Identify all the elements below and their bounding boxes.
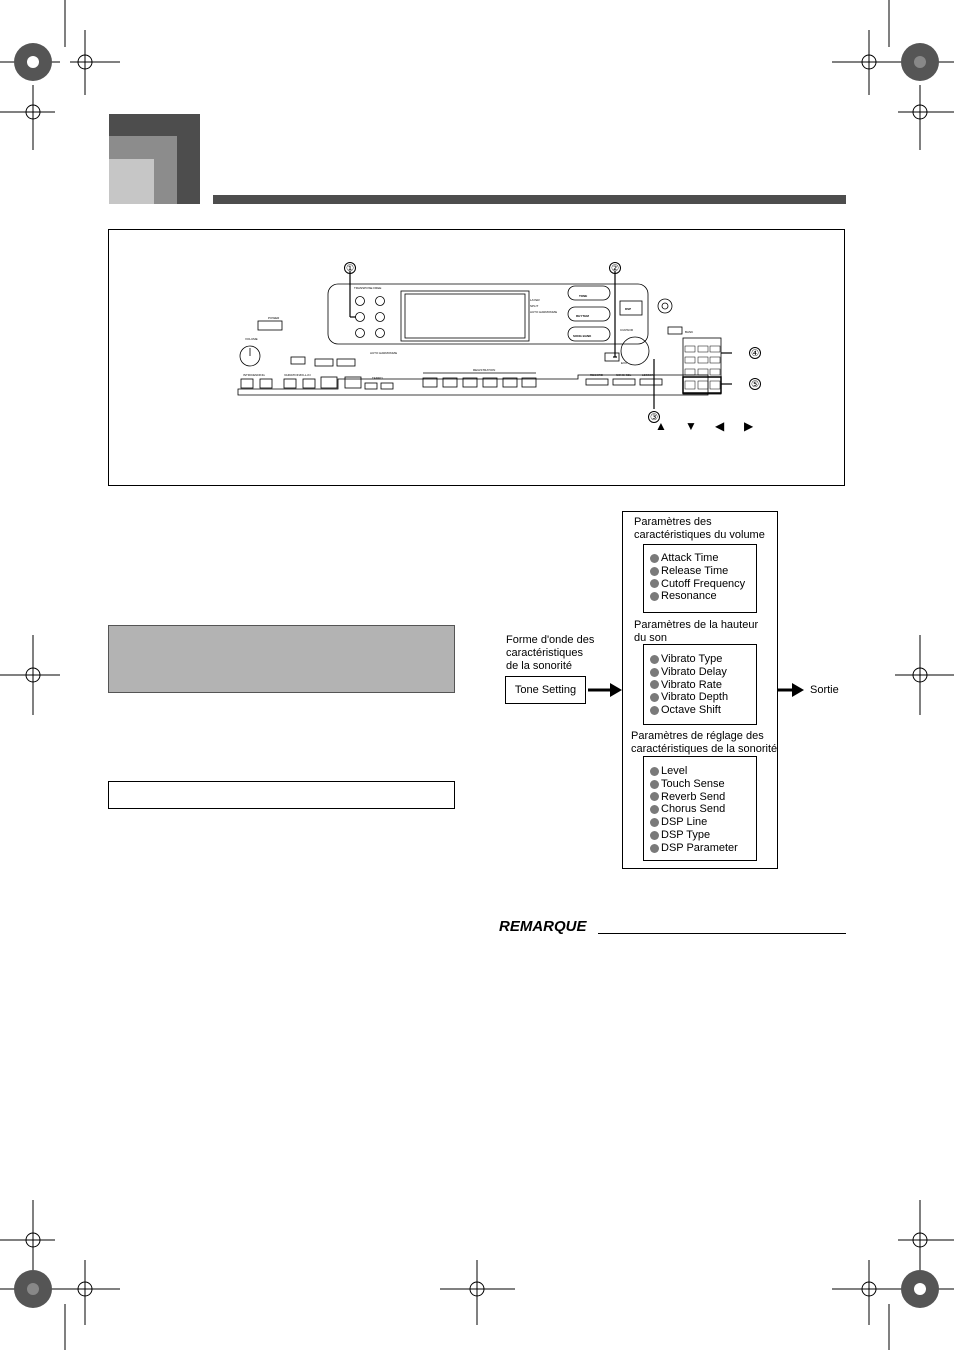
bullet-icon (650, 818, 659, 827)
list-item: DSP Parameter (650, 842, 756, 855)
bullet-icon (650, 706, 659, 715)
list-item: DSP Type (650, 829, 756, 842)
transpose-free-label: TRANSPOSE FREE (354, 286, 382, 290)
output-arrow-icon (778, 680, 808, 700)
bullet-icon (650, 668, 659, 677)
crosshair-icon (0, 0, 120, 150)
bullet-icon (650, 805, 659, 814)
bullet-icon (650, 567, 659, 576)
group-tone-list (643, 756, 757, 861)
arrow-down-icon: ▼ (685, 419, 697, 433)
callout-1: ① (345, 263, 355, 273)
header-rule (213, 195, 846, 204)
exit-label: EXIT (621, 361, 628, 365)
tempo-label: TEMPO (372, 376, 383, 380)
list-item: Vibrato Type (650, 653, 756, 666)
list-item: Reverb Send (650, 791, 756, 804)
lesson-label: LESSON (642, 373, 655, 377)
callout-3: ③ (649, 412, 659, 422)
song-sel-label: SONG SEL (616, 373, 632, 377)
group-volume-title: Paramètres des caractéristiques du volume (634, 516, 765, 541)
list-item: Release Time (650, 565, 756, 578)
dsp-label: DSP (625, 307, 632, 311)
chapter-tab-light (109, 159, 154, 204)
crosshair-icon (0, 1200, 954, 1350)
song-bank-label: SONG BANK (573, 334, 592, 338)
bank-label: BANK (685, 330, 694, 334)
auto-harmonize-label: AUTO HARMONIZE (370, 351, 398, 355)
list-item: Cutoff Frequency (650, 578, 756, 591)
intro-ending-label: INTRO/ENDING (243, 373, 265, 377)
bullet-icon (650, 831, 659, 840)
bullet-icon (650, 792, 659, 801)
bullet-icon (650, 592, 659, 601)
keyboard-illustration (108, 229, 845, 486)
tone-setting-box: Tone Setting (505, 676, 586, 704)
list-item: DSP Line (650, 816, 756, 829)
split-label: SPLIT (530, 304, 539, 308)
record-label: RECORD (590, 373, 604, 377)
callout-2: ② (610, 263, 620, 273)
bullet-icon (650, 554, 659, 563)
remarque-rule (598, 933, 846, 934)
bullet-icon (650, 844, 659, 853)
crosshair-icon (832, 0, 954, 150)
layer-label: LAYER (530, 298, 540, 302)
list-item: Chorus Send (650, 803, 756, 816)
group-tone-title: Paramètres de réglage des caractéristiques de la sonorité (631, 730, 778, 755)
output-label: Sortie (810, 684, 839, 696)
bullet-icon (650, 680, 659, 689)
group-pitch-title: Paramètres de la hauteur du son (634, 619, 759, 644)
list-item: Vibrato Rate (650, 679, 756, 692)
callout-5: ⑤ (750, 379, 760, 389)
bullet-icon (650, 579, 659, 588)
rhythm-label: RHYTHM (576, 314, 589, 318)
note-box (108, 625, 455, 693)
list-item: Octave Shift (650, 704, 756, 717)
volume-label: VOLUME (245, 337, 258, 341)
auto-harmonize-side-label: AUTO HARMONIZE (530, 310, 558, 314)
list-item: Attack Time (650, 552, 756, 565)
bullet-icon (650, 767, 659, 776)
group-pitch-list (643, 644, 757, 725)
group-volume-list (643, 544, 757, 613)
list-item: Level (650, 765, 756, 778)
power-label: POWER (268, 316, 280, 320)
list-item: Resonance (650, 590, 756, 603)
tone-label: TONE (579, 294, 588, 298)
bullet-icon (650, 780, 659, 789)
input-label: Forme d'onde des caractéristiques de la sonorité (506, 634, 595, 672)
arrow-up-icon: ▲ (655, 419, 667, 433)
variation-label: VARIATION/FILL-IN (284, 373, 311, 377)
bullet-icon (650, 693, 659, 702)
cursor-label: CURSOR (620, 328, 634, 332)
input-box (108, 781, 455, 809)
remarque-heading: REMARQUE (499, 918, 587, 935)
arrow-right-icon: ▶ (744, 419, 754, 433)
list-item: Vibrato Delay (650, 666, 756, 679)
list-item: Vibrato Depth (650, 691, 756, 704)
input-arrow-icon (586, 680, 626, 700)
bullet-icon (650, 655, 659, 664)
list-item: Touch Sense (650, 778, 756, 791)
callout-4: ④ (750, 348, 760, 358)
arrow-left-icon: ◀ (715, 419, 725, 433)
registration-label: REGISTRATION (473, 368, 496, 372)
